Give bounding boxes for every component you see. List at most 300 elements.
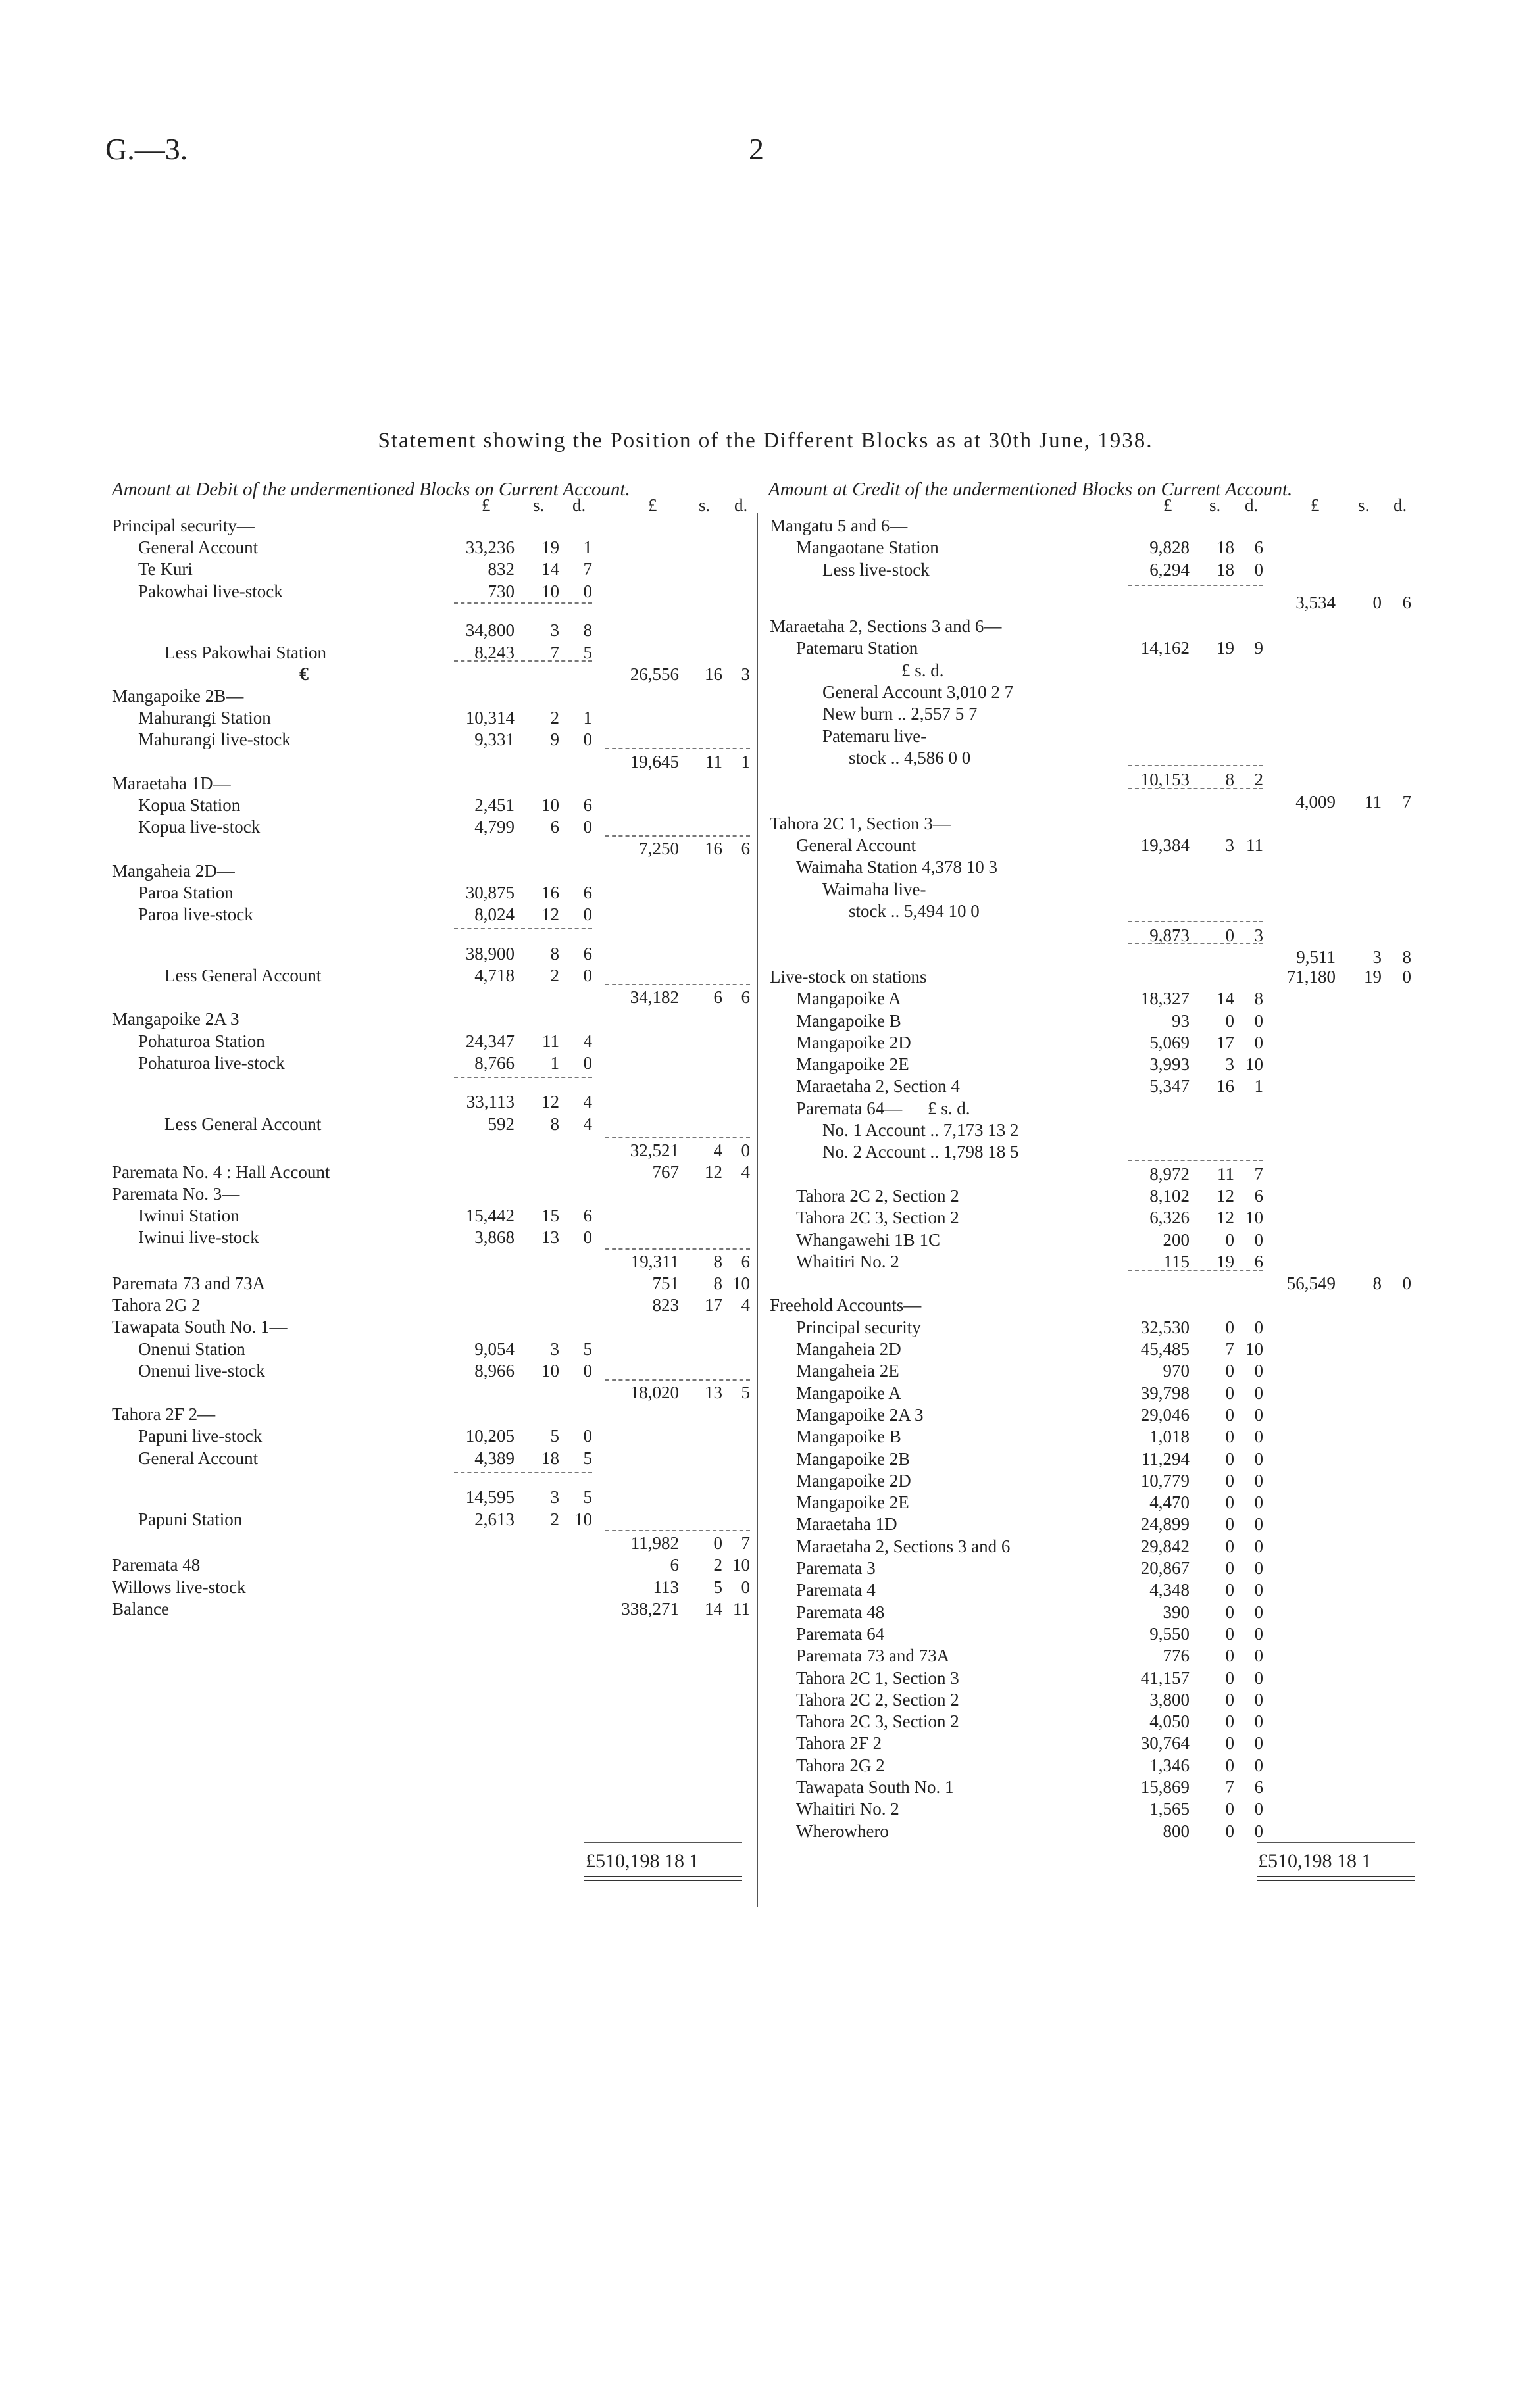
amount-shillings: 3 — [1225, 835, 1234, 856]
amount-pounds: 3,993 — [1149, 1054, 1190, 1075]
amount-pence: 6 — [1254, 1777, 1263, 1798]
row-label: Waimaha Station 4,378 10 3 — [796, 857, 998, 877]
amount-pounds: 56,549 — [1286, 1273, 1336, 1294]
row-label: Tahora 2C 1, Section 3 — [796, 1667, 959, 1688]
row-label: Mangapoike 2E — [796, 1054, 909, 1075]
amount-pence: 0 — [1254, 1032, 1263, 1052]
subtotal-rule — [454, 602, 592, 604]
amount-pence: 5 — [583, 1448, 592, 1468]
amount-pence: 0 — [1254, 1602, 1263, 1622]
amount-pounds: 18,020 — [630, 1383, 679, 1403]
row-label: Tahora 2C 1, Section 3— — [770, 813, 951, 833]
row-label: Paremata 4 — [796, 1580, 876, 1600]
amount-pence: 0 — [1254, 1821, 1263, 1841]
amount-shillings: 0 — [713, 1533, 722, 1554]
amount-pounds: 30,764 — [1140, 1733, 1190, 1754]
row-label: Principal security— — [112, 516, 255, 535]
row-label: Tawapata South No. 1— — [112, 1317, 288, 1337]
amount-pence: 5 — [583, 1339, 592, 1359]
subtotal-rule — [605, 1530, 750, 1531]
row-label: Tahora 2F 2— — [112, 1404, 216, 1425]
credit-total: £510,198 18 1 — [1258, 1850, 1372, 1872]
row-label: Mahurangi Station — [138, 708, 271, 728]
amount-shillings: 12 — [1217, 1185, 1234, 1206]
amount-shillings: 18 — [1217, 559, 1234, 579]
row-label: stock .. 5,494 10 0 — [849, 901, 980, 921]
amount-pence: 6 — [741, 987, 750, 1008]
amount-pence: 0 — [583, 904, 592, 924]
row-label: Mangapoike 2A 3 — [112, 1009, 239, 1029]
amount-pounds: 9,511 — [1296, 947, 1336, 967]
row-label: General Account 3,010 2 7 — [822, 682, 1014, 702]
amount-pence: 5 — [583, 1487, 592, 1508]
row-label: Principal security — [796, 1317, 921, 1337]
amount-pounds: 15,442 — [465, 1206, 515, 1226]
subtotal-rule — [605, 984, 750, 985]
amount-pounds: 4,470 — [1149, 1492, 1190, 1513]
credit-total-rule — [1257, 1842, 1415, 1843]
amount-shillings: 0 — [1225, 1470, 1234, 1490]
amount-shillings: 16 — [705, 664, 722, 684]
debit-total: £510,198 18 1 — [586, 1850, 699, 1872]
amount-pence: 0 — [741, 1140, 750, 1160]
row-label: Tahora 2G 2 — [112, 1295, 201, 1315]
amount-shillings: 11 — [1365, 791, 1382, 812]
row-label: Iwinui live-stock — [138, 1227, 259, 1248]
amount-pounds: 9,550 — [1149, 1623, 1190, 1644]
amount-pounds: 2,451 — [474, 795, 515, 815]
amount-pence: 0 — [1254, 1580, 1263, 1600]
row-label: Papuni live-stock — [138, 1426, 263, 1446]
amount-pounds: 832 — [488, 559, 515, 579]
subtotal-rule — [605, 1137, 750, 1138]
row-label: Waimaha live- — [822, 879, 926, 899]
amount-pounds: 9,054 — [474, 1339, 515, 1359]
row-label: Mangaheia 2E — [796, 1361, 899, 1381]
amount-shillings: 0 — [1225, 1733, 1234, 1754]
amount-pence: 8 — [1402, 947, 1411, 967]
amount-shillings: 17 — [1217, 1032, 1234, 1052]
amount-pounds: 4,050 — [1149, 1711, 1190, 1732]
subtotal-rule — [1128, 943, 1263, 944]
amount-pounds: 200 — [1163, 1229, 1190, 1250]
amount-pounds: 4,718 — [474, 965, 515, 985]
amount-pounds: 9,873 — [1149, 925, 1190, 945]
amount-shillings: 2 — [713, 1555, 722, 1575]
row-label: Patemaru Station — [796, 638, 918, 658]
amount-pounds: 4,389 — [474, 1448, 515, 1468]
amount-pence: 7 — [741, 1533, 750, 1554]
amount-shillings: 6 — [550, 817, 559, 837]
amount-shillings: 11 — [542, 1031, 559, 1051]
amount-pence: 1 — [583, 537, 592, 558]
amount-pounds: 115 — [1163, 1251, 1190, 1271]
amount-pounds: 34,182 — [630, 987, 679, 1008]
subtotal-rule — [605, 748, 750, 749]
row-label: Mangaheia 2D — [796, 1339, 901, 1360]
amount-pounds: 26,556 — [630, 664, 679, 684]
amount-shillings: 18 — [1217, 537, 1234, 558]
amount-pounds: 751 — [652, 1273, 679, 1294]
amount-shillings: 3 — [550, 620, 559, 641]
amount-shillings: 1 — [550, 1052, 559, 1073]
amount-pounds: 5,347 — [1149, 1076, 1190, 1096]
row-label: Willows live-stock — [112, 1577, 246, 1597]
amount-shillings: 8 — [550, 943, 559, 964]
credit-total-underline — [1257, 1876, 1415, 1881]
amount-shillings: 12 — [705, 1162, 722, 1182]
amount-pounds: 10,779 — [1140, 1470, 1190, 1490]
amount-pounds: 970 — [1163, 1361, 1190, 1381]
amount-pence: 1 — [741, 751, 750, 772]
amount-pence: 0 — [1254, 1623, 1263, 1644]
amount-pounds: 93 — [1172, 1010, 1190, 1031]
row-label: Paremata 64 — [796, 1623, 885, 1644]
row-label: Whaitiri No. 2 — [796, 1799, 899, 1819]
amount-pence: 5 — [583, 642, 592, 662]
unit-pound: £ — [482, 495, 491, 515]
amount-pounds: 10,153 — [1140, 770, 1190, 790]
amount-pence: 0 — [1254, 1755, 1263, 1775]
amount-shillings: 0 — [1225, 1558, 1234, 1579]
amount-pounds: 5,069 — [1149, 1032, 1190, 1052]
amount-pounds: 6 — [670, 1555, 679, 1575]
amount-pence: 0 — [741, 1577, 750, 1597]
row-label: Papuni Station — [138, 1509, 243, 1529]
amount-pounds: 3,534 — [1295, 592, 1336, 612]
amount-pence: 7 — [1402, 791, 1411, 812]
amount-shillings: 7 — [1225, 1339, 1234, 1360]
row-label: Onenui live-stock — [138, 1360, 265, 1381]
amount-shillings: 0 — [1225, 1799, 1234, 1819]
amount-pounds: 8,102 — [1149, 1185, 1190, 1206]
amount-pounds: 3,800 — [1149, 1689, 1190, 1709]
document-reference: G.—3. — [105, 132, 188, 166]
amount-shillings: 11 — [1217, 1164, 1234, 1184]
row-label: Te Kuri — [138, 559, 193, 579]
amount-pounds: 14,595 — [465, 1487, 515, 1508]
amount-pence: 1 — [1254, 1076, 1263, 1096]
amount-pounds: 19,311 — [630, 1251, 679, 1271]
row-label: Kopua live-stock — [138, 817, 261, 837]
amount-shillings: 0 — [1225, 1755, 1234, 1775]
amount-shillings: 0 — [1225, 1602, 1234, 1622]
amount-shillings: 0 — [1225, 1383, 1234, 1403]
row-label: £ s. d. — [901, 660, 944, 680]
amount-pence: 0 — [1254, 1667, 1263, 1688]
row-label: Paremata 48 — [112, 1555, 201, 1575]
amount-shillings: 13 — [541, 1227, 559, 1248]
row-label: £ s. d. — [928, 1098, 970, 1118]
amount-pence: 0 — [1254, 1646, 1263, 1666]
amount-pence: 2 — [1254, 770, 1263, 790]
row-label: Maraetaha 1D — [796, 1514, 897, 1535]
amount-pounds: 11,294 — [1141, 1448, 1190, 1469]
subtotal-rule — [605, 1379, 750, 1381]
amount-pounds: 2,613 — [474, 1509, 515, 1529]
row-label: Paremata 64— — [796, 1098, 903, 1118]
amount-pence: 7 — [583, 559, 592, 579]
unit-pence: d. — [734, 495, 748, 515]
amount-pence: 0 — [1254, 1317, 1263, 1337]
row-label: Paremata 3 — [796, 1558, 876, 1579]
row-label: No. 1 Account .. 7,173 13 2 — [822, 1120, 1019, 1141]
amount-shillings: 8 — [713, 1251, 722, 1271]
amount-pence: 0 — [1254, 1448, 1263, 1469]
row-label: No. 2 Account .. 1,798 18 5 — [822, 1142, 1019, 1162]
amount-pence: 0 — [1254, 1427, 1263, 1447]
amount-shillings: 8 — [550, 1114, 559, 1134]
amount-pounds: 390 — [1163, 1602, 1190, 1622]
row-label: Mangaotane Station — [796, 537, 939, 558]
amount-shillings: 0 — [1225, 1689, 1234, 1709]
amount-pence: 0 — [1254, 1010, 1263, 1031]
amount-pence: 3 — [741, 664, 750, 684]
amount-shillings: 3 — [1372, 947, 1382, 967]
row-label: Mangatu 5 and 6— — [770, 516, 908, 535]
amount-pence: 0 — [1402, 966, 1411, 987]
amount-pence: 4 — [583, 1092, 592, 1112]
row-label: Onenui Station — [138, 1339, 245, 1359]
amount-pence: 6 — [583, 882, 592, 902]
amount-pence: 0 — [1254, 1492, 1263, 1513]
amount-pence: 0 — [1254, 1733, 1263, 1754]
amount-shillings: 8 — [713, 1273, 722, 1294]
amount-pounds: 1,565 — [1149, 1799, 1190, 1819]
amount-pence: 0 — [583, 1227, 592, 1248]
row-label: Whaitiri No. 2 — [796, 1251, 899, 1271]
amount-shillings: 0 — [1225, 1821, 1234, 1841]
amount-pounds: 8,972 — [1149, 1164, 1190, 1184]
amount-pounds: 8,966 — [474, 1360, 515, 1381]
row-label: Mangapoike 2D — [796, 1470, 911, 1490]
amount-shillings: 3 — [550, 1487, 559, 1508]
row-label: Tawapata South No. 1 — [796, 1777, 954, 1798]
amount-pence: 0 — [1254, 1799, 1263, 1819]
amount-pence: 1 — [583, 708, 592, 728]
amount-shillings: 14 — [541, 559, 559, 579]
amount-shillings: 10 — [541, 1360, 559, 1381]
amount-pounds: 7,250 — [639, 839, 679, 859]
amount-shillings: 2 — [550, 708, 559, 728]
amount-pounds: 4,799 — [474, 817, 515, 837]
amount-pounds: 32,521 — [630, 1140, 679, 1160]
amount-pounds: 776 — [1163, 1646, 1190, 1666]
amount-pence: 0 — [583, 581, 592, 601]
amount-pence: 5 — [741, 1383, 750, 1403]
amount-pounds: 11,982 — [630, 1533, 679, 1554]
amount-shillings: 0 — [1225, 1317, 1234, 1337]
amount-shillings: 16 — [705, 839, 722, 859]
amount-pence: 0 — [1254, 1514, 1263, 1535]
amount-pence: 10 — [732, 1555, 750, 1575]
amount-pounds: 8,243 — [474, 642, 515, 662]
row-label: Balance — [112, 1598, 169, 1619]
amount-shillings: 0 — [1225, 1404, 1234, 1425]
row-label: Pakowhai live-stock — [138, 581, 283, 601]
row-label: Tahora 2F 2 — [796, 1733, 882, 1754]
subtotal-rule — [1128, 1160, 1263, 1161]
unit-pound: £ — [1163, 495, 1172, 515]
amount-pence: 4 — [741, 1162, 750, 1182]
statement-title: Statement showing the Position of the Different Blocks as at 30th June, 1938. — [378, 429, 1153, 453]
row-label: Maraetaha 1D— — [112, 773, 231, 793]
amount-pounds: 800 — [1163, 1821, 1190, 1841]
amount-shillings: 14 — [1217, 989, 1234, 1009]
row-label: Paroa live-stock — [138, 904, 253, 924]
row-label: Tahora 2G 2 — [796, 1755, 885, 1775]
row-label: Mangapoike B — [796, 1427, 901, 1447]
row-label: Paroa Station — [138, 882, 234, 902]
amount-pounds: 113 — [653, 1577, 679, 1597]
amount-shillings: 10 — [541, 795, 559, 815]
amount-shillings: 2 — [550, 965, 559, 985]
row-label: Maraetaha 2, Section 4 — [796, 1076, 960, 1096]
amount-shillings: 2 — [550, 1509, 559, 1529]
amount-pence: 0 — [583, 1052, 592, 1073]
amount-shillings: 5 — [550, 1426, 559, 1446]
row-label: Less General Account — [164, 965, 322, 985]
row-label: Mahurangi live-stock — [138, 729, 291, 750]
amount-shillings: 16 — [1217, 1076, 1234, 1096]
amount-pounds: 9,331 — [474, 729, 515, 750]
amount-pounds: 24,899 — [1140, 1514, 1190, 1535]
row-label: Pohaturoa Station — [138, 1031, 265, 1051]
row-label: Pohaturoa live-stock — [138, 1052, 285, 1073]
amount-shillings: 3 — [1225, 1054, 1234, 1075]
row-label: Mangapoike 2E — [796, 1492, 909, 1513]
row-label: Maraetaha 2, Sections 3 and 6— — [770, 616, 1002, 637]
unit-pound: £ — [648, 495, 657, 515]
amount-pence: 8 — [583, 620, 592, 641]
amount-shillings: 7 — [550, 642, 559, 662]
amount-pence: 0 — [583, 729, 592, 750]
row-label: Whangawehi 1B 1C — [796, 1229, 940, 1250]
amount-pounds: 4,009 — [1295, 791, 1336, 812]
row-label: Less live-stock — [822, 559, 930, 579]
subtotal-rule — [454, 1472, 592, 1473]
amount-pence: 9 — [1254, 638, 1263, 658]
column-divider — [757, 513, 758, 1907]
amount-pence: 0 — [1254, 1689, 1263, 1709]
subtotal-rule — [1128, 788, 1263, 789]
amount-shillings: 19 — [1364, 966, 1382, 987]
amount-shillings: 0 — [1225, 1361, 1234, 1381]
amount-pence: 6 — [1254, 537, 1263, 558]
amount-pounds: 32,530 — [1140, 1317, 1190, 1337]
amount-pence: 0 — [1254, 1558, 1263, 1579]
amount-pounds: 19,384 — [1140, 835, 1190, 856]
amount-pounds: 592 — [488, 1114, 515, 1134]
amount-shillings: 9 — [550, 729, 559, 750]
unit-pence: d. — [572, 495, 586, 515]
amount-pounds: 767 — [652, 1162, 679, 1182]
amount-pounds: 3,868 — [474, 1227, 515, 1248]
amount-pounds: 8,766 — [474, 1052, 515, 1073]
subtotal-rule — [454, 928, 592, 929]
bracket-symbol: € — [299, 664, 309, 685]
row-label: Mangapoike B — [796, 1010, 901, 1031]
amount-pence: 0 — [1254, 1229, 1263, 1250]
amount-pounds: 4,348 — [1149, 1580, 1190, 1600]
amount-pence: 10 — [1245, 1339, 1263, 1360]
amount-pounds: 34,800 — [465, 620, 515, 641]
row-label: Less General Account — [164, 1114, 322, 1134]
amount-pence: 3 — [1254, 925, 1263, 945]
amount-shillings: 19 — [1217, 638, 1234, 658]
amount-pence: 10 — [1245, 1208, 1263, 1228]
amount-shillings: 0 — [1225, 1010, 1234, 1031]
amount-pence: 6 — [583, 795, 592, 815]
amount-pounds: 45,485 — [1140, 1339, 1190, 1360]
amount-pence: 0 — [1254, 1404, 1263, 1425]
amount-pounds: 29,842 — [1140, 1536, 1190, 1556]
amount-shillings: 0 — [1225, 1580, 1234, 1600]
debit-total-underline — [584, 1876, 742, 1881]
row-label: Patemaru live- — [822, 725, 927, 746]
row-label: Tahora 2C 3, Section 2 — [796, 1208, 959, 1228]
subtotal-rule — [605, 835, 750, 837]
row-label: Tahora 2C 2, Section 2 — [796, 1185, 959, 1206]
amount-shillings: 0 — [1225, 1427, 1234, 1447]
amount-shillings: 0 — [1225, 1448, 1234, 1469]
amount-shillings: 18 — [541, 1448, 559, 1468]
amount-pence: 0 — [583, 1360, 592, 1381]
amount-pence: 10 — [574, 1509, 592, 1529]
amount-pence: 0 — [583, 965, 592, 985]
row-label: General Account — [138, 537, 259, 558]
amount-pounds: 10,314 — [465, 708, 515, 728]
row-label: Paremata No. 3— — [112, 1183, 240, 1204]
amount-shillings: 0 — [1225, 1536, 1234, 1556]
unit-shillings: s. — [699, 495, 711, 515]
amount-pounds: 33,113 — [466, 1092, 515, 1112]
subtotal-rule — [1128, 585, 1263, 586]
amount-pounds: 41,157 — [1140, 1667, 1190, 1688]
amount-shillings: 0 — [1225, 1711, 1234, 1732]
amount-shillings: 0 — [1225, 1623, 1234, 1644]
row-label: Less Pakowhai Station — [164, 642, 326, 662]
amount-pounds: 18,327 — [1140, 989, 1190, 1009]
amount-shillings: 19 — [541, 537, 559, 558]
amount-pounds: 24,347 — [465, 1031, 515, 1051]
row-label: Iwinui Station — [138, 1206, 239, 1226]
amount-pounds: 1,018 — [1149, 1427, 1190, 1447]
unit-shillings: s. — [533, 495, 545, 515]
amount-shillings: 0 — [1225, 1492, 1234, 1513]
amount-shillings: 0 — [1225, 1514, 1234, 1535]
row-label: Mangapoike A — [796, 1383, 901, 1403]
credit-column-heading: Amount at Credit of the undermentioned Blocks on Current Account. — [768, 479, 1293, 500]
row-label: Wherowhero — [796, 1821, 889, 1841]
unit-pence: d. — [1393, 495, 1407, 515]
amount-pence: 6 — [583, 1206, 592, 1226]
amount-shillings: 17 — [705, 1295, 722, 1315]
row-label: stock .. 4,586 0 0 — [849, 747, 971, 768]
amount-shillings: 12 — [1217, 1208, 1234, 1228]
amount-pence: 6 — [1254, 1251, 1263, 1271]
amount-pence: 8 — [1254, 989, 1263, 1009]
amount-pounds: 10,205 — [465, 1426, 515, 1446]
row-label: Mangapoike 2B — [796, 1448, 911, 1469]
row-label: Maraetaha 2, Sections 3 and 6 — [796, 1536, 1011, 1556]
subtotal-rule — [454, 660, 592, 662]
amount-pence: 6 — [1402, 592, 1411, 612]
row-label: Paremata No. 4 : Hall Account — [112, 1162, 330, 1182]
row-label: General Account — [138, 1448, 259, 1468]
row-label: Mangaheia 2D— — [112, 860, 235, 881]
amount-pence: 0 — [1254, 1536, 1263, 1556]
